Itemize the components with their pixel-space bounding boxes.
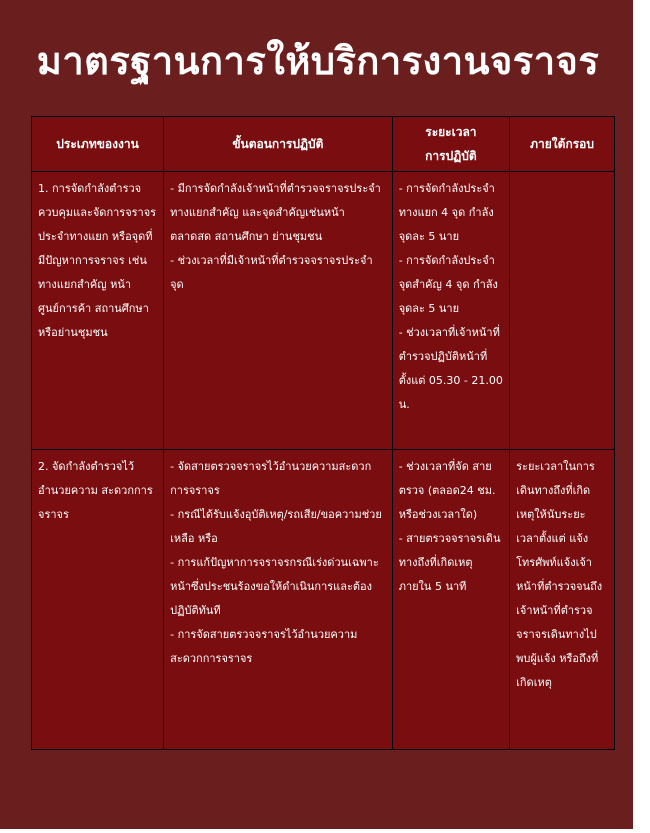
duration-item: - ช่วงเวลาที่เจ้าหน้าที่ตำรวจปฏิบัติหน้าที่ตั้งแต่ 05.30 - 21.00 น. bbox=[398, 326, 503, 411]
cell-duration bbox=[392, 450, 509, 750]
cell-work-type: 1. การจัดกำลังตำรวจควบคุมและจัดการจราจรประจำทางแยก หรือจุดที่มีปัญหาการจราจร เช่นทางแยกสำคัญ หน้าศูนย์การค้า สถานศึกษา หรือย่านชุมชน bbox=[32, 172, 164, 450]
cell-framework bbox=[510, 172, 615, 450]
procedure-step: - จัดสายตรวจจราจรไว้อำนวยความสะดวกการจราจร bbox=[170, 460, 372, 497]
header-duration-line2: การปฏิบัติ bbox=[425, 149, 477, 163]
table-header-row bbox=[32, 117, 615, 172]
duration-item: - ช่วงเวลาที่จัด สายตรวจ (ตลอด24 ชม. หรือช่วงเวลาใด) bbox=[398, 460, 496, 521]
procedure-step: - มีการจัดกำลังเจ้าหน้าที่ตำรวจจราจรประจำทางแยกสำคัญ และจุดสำคัญเช่นหน้าตลาดสด สถานศึกษา ย่านชุมชน bbox=[170, 182, 381, 243]
duration-item: - การจัดกำลังประจำทางแยก 4 จุด กำลังจุดละ 5 นาย bbox=[398, 182, 495, 243]
cell-work-type: 2. จัดกำลังตำรวจไว้อำนวยความ สะดวกการจราจร bbox=[32, 450, 164, 750]
procedure-step: - ช่วงเวลาที่มีเจ้าหน้าที่ตำรวจจราจรประจำจุด bbox=[170, 254, 373, 291]
header-framework: ภายใต้กรอบ bbox=[510, 117, 615, 172]
procedure-step: - การจัดสายตรวจจราจรไว้อำนวยความสะดวกการจราจร bbox=[170, 628, 358, 665]
table-row bbox=[32, 450, 615, 750]
header-work-type: ประเภทของงาน bbox=[32, 117, 164, 172]
procedure-step: - การแก้ปัญหาการจราจรกรณีเร่งด่วนเฉพาะหน้าซึ่งประชนร้องขอให้ดำเนินการและต้องปฏิบัติทันที bbox=[170, 556, 379, 617]
cell-procedure bbox=[164, 172, 393, 450]
header-procedure: ขั้นตอนการปฏิบัติ bbox=[164, 117, 393, 172]
service-standard-table bbox=[31, 116, 615, 750]
procedure-step: - กรณีได้รับแจ้งอุบัติเหตุ/รถเสีย/ขอความช่วยเหลือ หรือ bbox=[170, 508, 382, 545]
cell-procedure bbox=[164, 450, 393, 750]
duration-item: - สายตรวจจราจรเดินทางถึงที่เกิดเหตุภายใน 5 นาที bbox=[398, 532, 501, 593]
header-duration-line1: ระยะเวลา bbox=[425, 125, 477, 139]
header-duration bbox=[392, 117, 509, 172]
table-row bbox=[32, 172, 615, 450]
duration-item: - การจัดกำลังประจำจุดสำคัญ 4 จุด กำลังจุดละ 5 นาย bbox=[398, 254, 498, 315]
cell-framework: ระยะเวลาในการเดินทางถึงที่เกิดเหตุให้นับระยะเวลาตั้งแต่ แจ้งโทรศัพท์แจ้งเจ้าหน้าที่ตำรวจจนถึงเจ้าหน้าที่ตำรวจจราจรเดินทางไปพบผู้แจ้ง หรือถึงที่เกิดเหตุ bbox=[510, 450, 615, 750]
cell-duration bbox=[392, 172, 509, 450]
page-title: มาตรฐานการให้บริการงานจราจร bbox=[36, 39, 600, 83]
